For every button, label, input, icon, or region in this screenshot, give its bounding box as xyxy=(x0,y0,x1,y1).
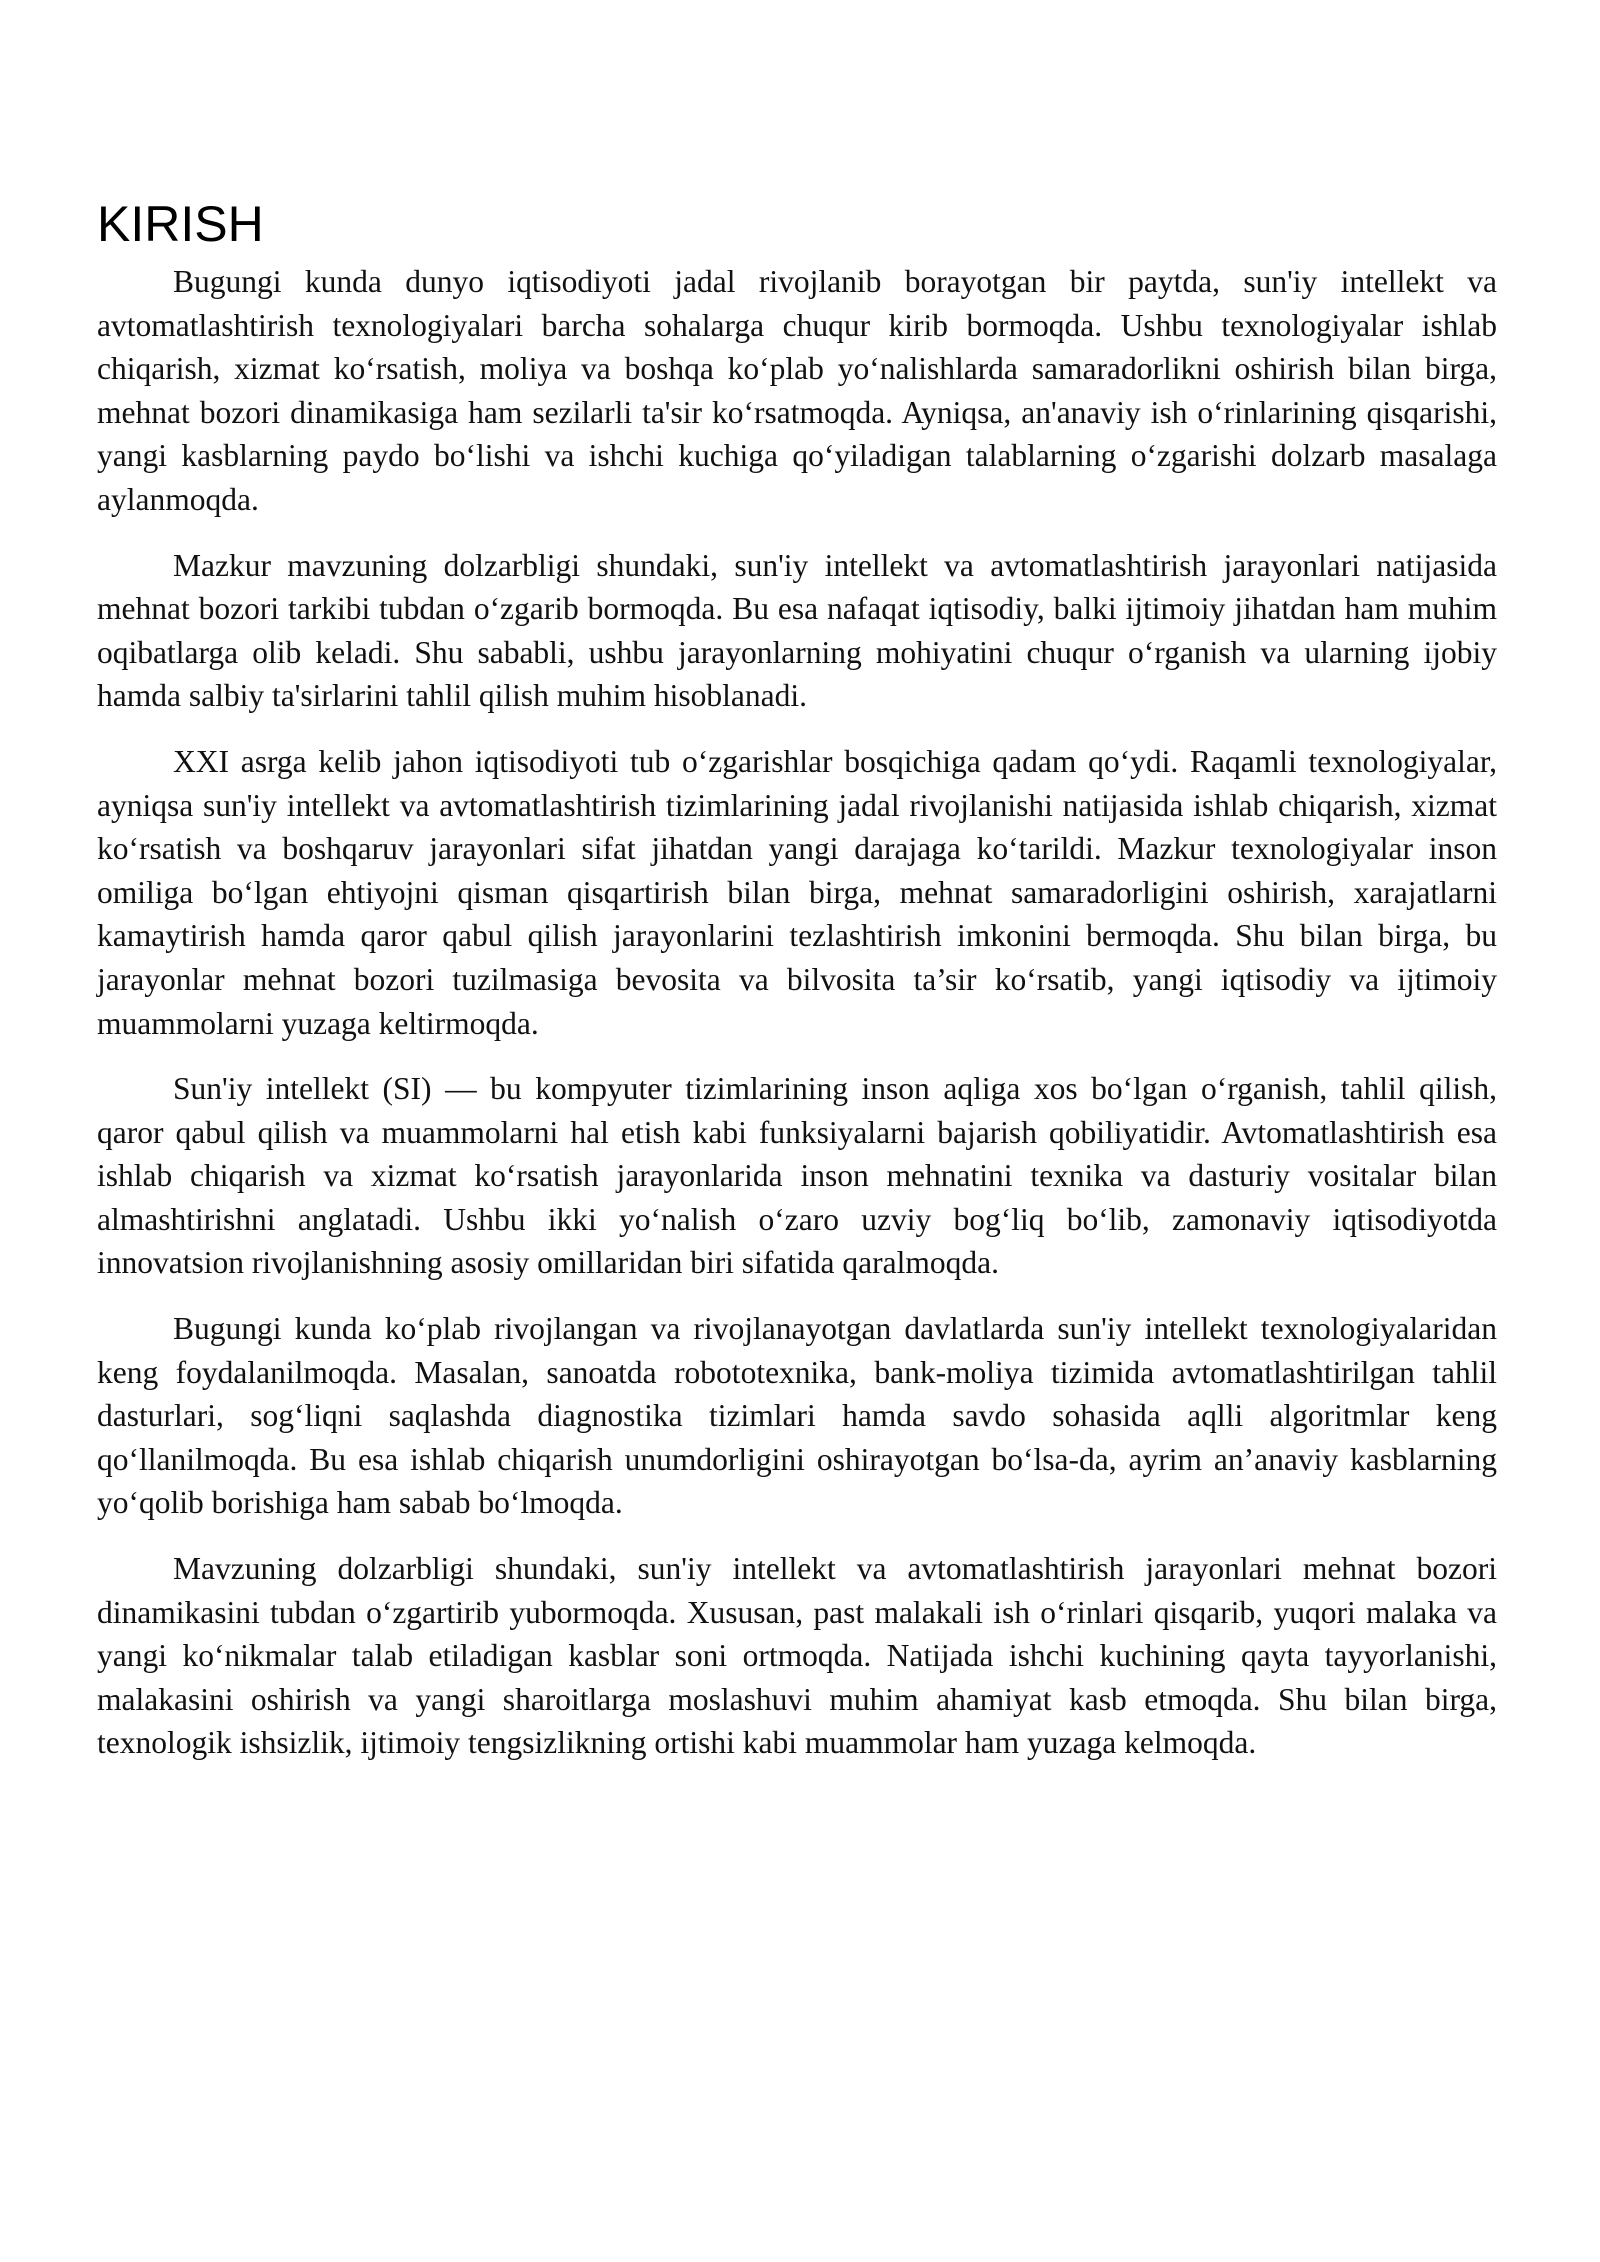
section-title: KIRISH xyxy=(97,196,264,252)
paragraph-6: Mavzuning dolzarbligi shundaki, sun'iy intellekt va avtomatlashtirish jarayonlari mehnat bozori dinamikasini tubdan o‘zgartirib yubormoqda. Xususan, past malakali ish o‘rinlari qisqarib, yuqori malaka va yangi ko‘nikmalar talab etiladigan kasblar soni ortmoqda. Natijada ishchi kuchining qayta tayyorlanishi, malakasini oshirish va yangi sharoitlarga moslashuvi muhim ahamiyat kasb etmoqda. Shu bilan birga, texnologik ishsizlik, ijtimoiy tengsizlikning ortishi kabi muammolar ham yuzaga kelmoqda. xyxy=(97,1551,1497,1761)
paragraph-4: Sun'iy intellekt (SI) — bu kompyuter tizimlarining inson aqliga xos bo‘lgan o‘rganish, tahlil qilish, qaror qabul qilish va muammolarni hal etish kabi funksiyalarni bajarish qobiliyatidir. Avtomatlashtirish esa ishlab chiqarish va xizmat ko‘rsatish jarayonlarida inson mehnatini texnika va dasturiy vositalar bilan almashtirishni anglatadi. Ushbu ikki yo‘nalish o‘zaro uzviy bog‘liq bo‘lib, zamonaviy iqtisodiyotda innovatsion rivojlanishning asosiy omillaridan biri sifatida qaralmoqda. xyxy=(97,1071,1497,1281)
paragraph-2: Mazkur mavzuning dolzarbligi shundaki, sun'iy intellekt va avtomatlashtirish jarayonlari natijasida mehnat bozori tarkibi tubdan o‘zgarib bormoqda. Bu esa nafaqat iqtisodiy, balki ijtimoiy jihatdan ham muhim oqibatlarga olib keladi. Shu sababli, ushbu jarayonlarning mohiyatini chuqur o‘rganish va ularning ijobiy hamda salbiy ta'sirlarini tahlil qilish muhim hisoblanadi. xyxy=(97,547,1497,714)
document-body xyxy=(97,192,1497,1787)
paragraph-5: Bugungi kunda ko‘plab rivojlangan va rivojlanayotgan davlatlarda sun'iy intellekt texnologiyalaridan keng foydalanilmoqda. Masalan, sanoatda robototexnika, bank-moliya tizimida avtomatlashtirilgan tahlil dasturlari, sog‘liqni saqlashda diagnostika tizimlari hamda savdo sohasida aqlli algoritmlar keng qo‘llanilmoqda. Bu esa ishlab chiqarish unumdorligini oshirayotgan bo‘lsa-da, ayrim an’anaviy kasblarning yo‘qolib borishiga ham sabab bo‘lmoqda. xyxy=(97,1311,1497,1521)
paragraph-1: Bugungi kunda dunyo iqtisodiyoti jadal rivojlanib borayotgan bir paytda, sun'iy intellekt va avtomatlashtirish texnologiyalari barcha sohalarga chuqur kirib bormoqda. Ushbu texnologiyalar ishlab chiqarish, xizmat ko‘rsatish, moliya va boshqa ko‘plab yo‘nalishlarda samaradorlikni oshirish bilan birga, mehnat bozori dinamikasiga ham sezilarli ta'sir ko‘rsatmoqda. Ayniqsa, an'anaviy ish o‘rinlarining qisqarishi, yangi kasblarning paydo bo‘lishi va ishchi kuchiga qo‘yiladigan talablarning o‘zgarishi dolzarb masalaga aylanmoqda. xyxy=(97,264,1497,517)
paragraph-3: XXI asrga kelib jahon iqtisodiyoti tub o‘zgarishlar bosqichiga qadam qo‘ydi. Raqamli texnologiyalar, ayniqsa sun'iy intellekt va avtomatlashtirish tizimlarining jadal rivojlanishi natijasida ishlab chiqarish, xizmat ko‘rsatish va boshqaruv jarayonlari sifat jihatdan yangi darajaga ko‘tarildi. Mazkur texnologiyalar inson omiliga bo‘lgan ehtiyojni qisman qisqartirish bilan birga, mehnat samaradorligini oshirish, xarajatlarni kamaytirish hamda qaror qabul qilish jarayonlarini tezlashtirish imkonini bermoqda. Shu bilan birga, bu jarayonlar mehnat bozori tuzilmasiga bevosita va bilvosita ta’sir ko‘rsatib, yangi iqtisodiy va ijtimoiy muammolarni yuzaga keltirmoqda. xyxy=(97,743,1497,1041)
